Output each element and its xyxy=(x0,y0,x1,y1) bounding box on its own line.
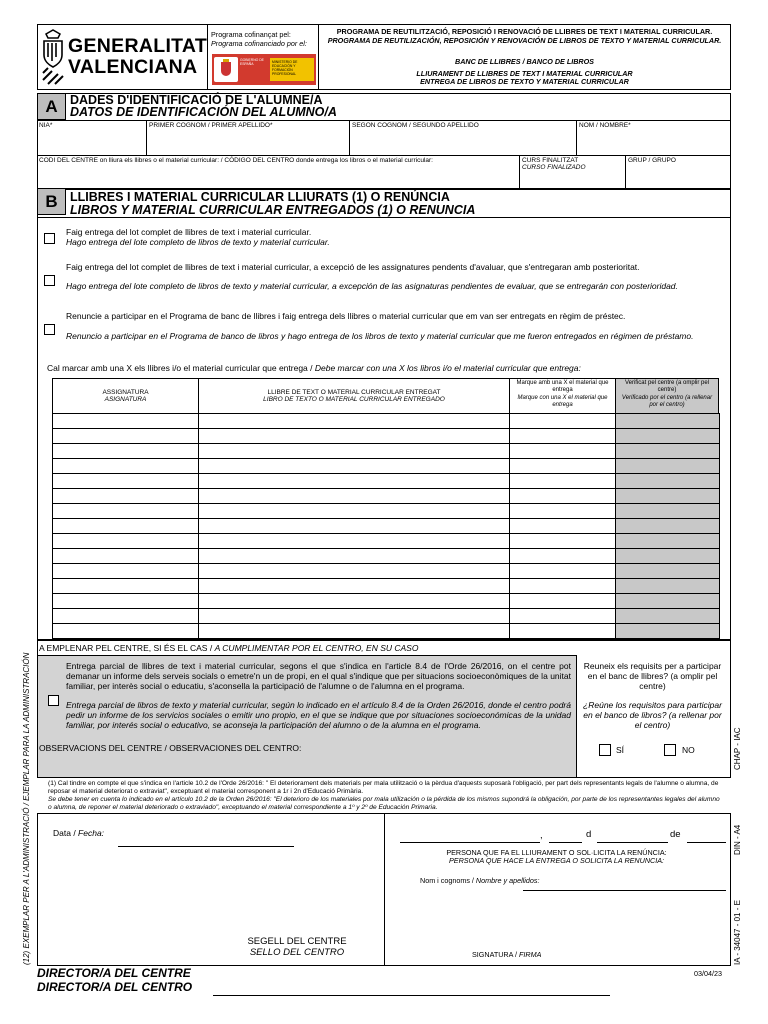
centre-box-heading xyxy=(39,643,418,653)
left-margin-copy-label: (12) EXEMPLAR PER A L'ADMINISTRACIÓ / EJEMPLAR PARA LA ADMINISTRACIÓN xyxy=(22,652,31,965)
item-subject-cell[interactable] xyxy=(53,414,199,429)
mark-instruction-ca: Cal marcar amb una X els llibres i/o el material curricular que entrega / xyxy=(47,363,315,373)
item-row xyxy=(53,534,720,549)
first-surname-label: PRIMER COGNOM / PRIMER APELLIDO* xyxy=(149,122,273,129)
item-verified-cell[interactable] xyxy=(616,459,720,474)
item-book-cell[interactable] xyxy=(199,609,510,624)
col-verified-ca: Verificat pel centre (a omplir pel centre) xyxy=(624,380,710,393)
month-input[interactable] xyxy=(597,828,668,843)
col-subject-es: ASIGNATURA xyxy=(104,396,147,403)
item-row xyxy=(53,444,720,459)
item-verified-cell[interactable] xyxy=(616,429,720,444)
col-subject-ca: ASSIGNATURA xyxy=(102,389,149,396)
item-verified-cell[interactable] xyxy=(616,609,720,624)
item-row xyxy=(53,624,720,639)
requirements-no-label: NO xyxy=(682,745,695,755)
option-full-delivery-es: Hago entrega del lote completo de libros de texto y material curricular. xyxy=(66,237,330,247)
partial-delivery-centre-checkbox[interactable] xyxy=(48,695,59,706)
item-book-cell[interactable] xyxy=(199,519,510,534)
observations-input[interactable] xyxy=(40,754,574,778)
date-code: 03/04/23 xyxy=(694,969,722,978)
person-name-label-es: Nombre y apellidos: xyxy=(475,876,540,885)
date-label-es: Fecha: xyxy=(78,828,105,838)
date-label-ca: Data / xyxy=(53,828,79,838)
footnote-es: Se debe tener en cuenta lo indicado en el artículo 10.2 de la Orden 26/2016: "El deterioro de los materiales por mala utilización o la pérdida de los mismos supondrá la obligación, por parte de los representantes legales del alumno o alumna, de reponer el material deteriorado o extraviado", exceptuando el material correspondiente a 1º y 2º de Educación Primaria. xyxy=(48,796,720,811)
item-verified-cell[interactable] xyxy=(616,504,720,519)
requirements-yes-checkbox[interactable] xyxy=(599,744,611,756)
item-book-cell[interactable] xyxy=(199,459,510,474)
item-verified-cell[interactable] xyxy=(616,414,720,429)
centre-box-heading-ca: A EMPLENAR PEL CENTRE, SI ÉS EL CAS / xyxy=(39,643,215,653)
observations-label: OBSERVACIONS DEL CENTRE / OBSERVACIONES DEL CENTRO: xyxy=(39,743,302,753)
item-book-cell[interactable] xyxy=(199,414,510,429)
section-a-title-ca: DADES D'IDENTIFICACIÓ DE L'ALUMNE/A xyxy=(70,93,323,107)
date-label xyxy=(53,828,104,838)
section-a-letter: A xyxy=(37,93,66,120)
item-subject-cell[interactable] xyxy=(53,429,199,444)
item-row xyxy=(53,564,720,579)
item-verified-cell[interactable] xyxy=(616,624,720,639)
item-row xyxy=(53,459,720,474)
item-verified-cell[interactable] xyxy=(616,579,720,594)
option-partial-delivery-ca: Faig entrega del lot complet de llibres de text i material curricular, a excepció de les assignatures pendents d'avaluar, que s'entregaran amb posterioritat. xyxy=(66,262,640,272)
item-verified-cell[interactable] xyxy=(616,519,720,534)
date-comma: , xyxy=(540,830,543,841)
item-subject-cell[interactable] xyxy=(53,489,199,504)
course-label-es: CURSO FINALIZADO xyxy=(522,164,586,171)
item-mark-cell[interactable] xyxy=(510,429,616,444)
item-row xyxy=(53,609,720,624)
requirements-ca: Reuneix els requisits per a participar en el banc de llibres? (a omplir pel centre) xyxy=(583,661,722,691)
spain-shield-icon xyxy=(214,57,238,82)
item-book-cell[interactable] xyxy=(199,549,510,564)
ministry-line2: MINISTERIO DE EDUCACIÓN Y FORMACIÓN PROFESIONAL xyxy=(272,60,298,76)
signature-label-es: FIRMA xyxy=(519,950,542,959)
course-label-ca: CURS FINALITZAT xyxy=(522,157,579,164)
center-code-label: CODI DEL CENTRE on lliura els llibres o el material curricular: / CÓDIGO DEL CENTRO donde entrega los libros o el material curricular: xyxy=(39,157,433,164)
item-row xyxy=(53,474,720,489)
item-subject-cell[interactable] xyxy=(53,474,199,489)
item-subject-cell[interactable] xyxy=(53,624,199,639)
item-mark-cell[interactable] xyxy=(510,564,616,579)
mark-instruction-es: Debe marcar con una X los libros i/o el material curricular que entrega: xyxy=(314,363,581,373)
item-mark-cell[interactable] xyxy=(510,519,616,534)
cofin-ca: Programa cofinançat pel: xyxy=(211,30,291,39)
item-subject-cell[interactable] xyxy=(53,579,199,594)
year-input[interactable] xyxy=(687,828,726,843)
centre-box-heading-es: A CUMPLIMENTAR POR EL CENTRO, EN SU CASO xyxy=(214,643,419,653)
item-mark-cell[interactable] xyxy=(510,459,616,474)
item-row xyxy=(53,504,720,519)
generalitat-logo xyxy=(40,28,208,86)
option-renounce-es: Renuncio a participar en el Programa de banco de libros y hago entrega de los libros de texto y material curricular que me fueron entregados en régimen de préstamo. xyxy=(66,331,694,341)
nia-input[interactable] xyxy=(40,131,146,153)
centre-text-ca: Entrega parcial de llibres de text i material curricular, segons el que s'indica en l'article 8.4 de l'Orde 26/2016, on el centre pot demanar un informe dels serveis socials o emetre'n un de propi, en el qual s'indique que per situacions socioeconòmiques de la unitat familiar, per interès social o educatiu, s'aconsella la participació de l'alumne o de l'alumna en el programa. xyxy=(66,661,571,691)
items-table xyxy=(52,413,720,639)
person-label-es: PERSONA QUE HACE LA ENTREGA O SOLICITA LA RENUNCIA: xyxy=(448,856,664,865)
second-surname-input[interactable] xyxy=(353,131,576,153)
item-verified-cell[interactable] xyxy=(616,594,720,609)
col-verified-es: Verificado por el centro (a rellenar por el centro) xyxy=(621,395,713,408)
item-mark-cell[interactable] xyxy=(510,444,616,459)
person-name-input[interactable] xyxy=(523,876,726,891)
signature-label xyxy=(472,951,541,960)
item-subject-cell[interactable] xyxy=(53,459,199,474)
right-margin-code: IA - 34047 - 01 - E xyxy=(733,900,742,965)
right-margin-din: DIN - A4 xyxy=(733,824,742,855)
program-title-ca: PROGRAMA DE REUTILITZACIÓ, REPOSICIÓ I RENOVACIÓ DE LLIBRES DE TEXT I MATERIAL CURRICULAR. xyxy=(336,27,713,36)
item-mark-cell[interactable] xyxy=(510,474,616,489)
item-subject-cell[interactable] xyxy=(53,594,199,609)
section-b-title-ca: LLIBRES I MATERIAL CURRICULAR LLIURATS (1) O RENÚNCIA xyxy=(70,190,450,204)
centre-text-es: Entrega parcial de libros de texto y material curricular, según lo indicado en el artículo 8.4 de la Orden 26/2016, donde el centro podrá pedir un informe de los servicios sociales o emitir uno propio, en el que se indique que por situaciones socioeconómicas de la unidad familiar, por interés social o educativo, se aconseja la participación del alumno o de la alumna en el programa. xyxy=(66,700,571,730)
col-mark-ca: Marque amb una X el material que entrega xyxy=(516,380,609,393)
date-input[interactable] xyxy=(118,832,294,847)
date-de: de xyxy=(670,829,681,840)
section-a-title-es: DATOS DE IDENTIFICACIÓN DEL ALUMNO/A xyxy=(70,105,337,119)
director-label-es: DIRECTOR/A DEL CENTRO xyxy=(37,980,193,994)
person-label-ca: PERSONA QUE FA EL LLIURAMENT O SOL·LICITA LA RENÚNCIA: xyxy=(446,848,667,857)
item-row xyxy=(53,579,720,594)
seal-label-ca: SEGELL DEL CENTRE xyxy=(247,936,347,947)
person-name-label-ca: Nom i cognoms / xyxy=(420,876,476,885)
lliurament-title: LLIURAMENT DE LLIBRES DE TEXT I MATERIAL CURRICULAR xyxy=(416,69,633,78)
item-book-cell[interactable] xyxy=(199,624,510,639)
item-verified-cell[interactable] xyxy=(616,564,720,579)
item-book-cell[interactable] xyxy=(199,489,510,504)
first-surname-input[interactable] xyxy=(150,131,349,153)
banc-llibres: BANC DE LLIBRES / BANCO DE LIBROS xyxy=(455,57,594,66)
col-book-ca: LLIBRE DE TEXT O MATERIAL CURRICULAR ENTREGAT xyxy=(267,389,441,396)
date-d: d xyxy=(586,829,592,840)
right-margin-chap: CHAP - IAC xyxy=(733,727,742,770)
item-mark-cell[interactable] xyxy=(510,489,616,504)
director-signature-line[interactable] xyxy=(213,981,610,996)
day-input[interactable] xyxy=(549,828,582,843)
center-code-input[interactable] xyxy=(40,166,519,188)
name-label: NOM / NOMBRE* xyxy=(579,122,631,129)
item-subject-cell[interactable] xyxy=(53,534,199,549)
option-full-delivery-ca: Faig entrega del lot complet de llibres de text i material curricular. xyxy=(66,227,312,237)
item-verified-cell[interactable] xyxy=(616,534,720,549)
option-partial-delivery-es: Hago entrega del lote completo de libros de texto y material curricular, a excepción de las asignaturas pendientes de evaluar, que se entregarán con posterioridad. xyxy=(66,281,678,291)
item-subject-cell[interactable] xyxy=(53,609,199,624)
item-verified-cell[interactable] xyxy=(616,549,720,564)
items-table-header xyxy=(52,378,719,414)
item-row xyxy=(53,519,720,534)
director-label-ca: DIRECTOR/A DEL CENTRE xyxy=(37,966,191,980)
course-input[interactable] xyxy=(522,173,625,189)
col-mark-es: Marque con una X el material que entrega xyxy=(517,395,608,408)
requirements-no-checkbox[interactable] xyxy=(664,744,676,756)
item-book-cell[interactable] xyxy=(199,564,510,579)
item-row xyxy=(53,549,720,564)
item-mark-cell[interactable] xyxy=(510,534,616,549)
program-title-es: PROGRAMA DE REUTILIZACIÓN, REPOSICIÓN Y RENOVACIÓN DE LIBROS DE TEXTO Y MATERIAL CURRICULAR. xyxy=(327,36,722,45)
item-mark-cell[interactable] xyxy=(510,594,616,609)
item-mark-cell[interactable] xyxy=(510,609,616,624)
item-subject-cell[interactable] xyxy=(53,564,199,579)
ministry-logo xyxy=(212,54,316,85)
group-input[interactable] xyxy=(628,166,731,188)
item-mark-cell[interactable] xyxy=(510,579,616,594)
item-verified-cell[interactable] xyxy=(616,444,720,459)
logo-line2: VALENCIANA xyxy=(68,56,198,78)
second-surname-label: SEGON COGNOM / SEGUNDO APELLIDO xyxy=(352,122,479,129)
item-book-cell[interactable] xyxy=(199,474,510,489)
item-row xyxy=(53,594,720,609)
person-name-label xyxy=(420,877,539,886)
requirements-es: ¿Reúne los requisitos para participar en el banco de libros? (a rellenar por el centro) xyxy=(583,700,722,730)
item-book-cell[interactable] xyxy=(199,444,510,459)
logo-line1: GENERALITAT xyxy=(68,35,208,57)
item-row xyxy=(53,414,720,429)
item-subject-cell[interactable] xyxy=(53,504,199,519)
section-b-letter: B xyxy=(37,188,66,215)
name-input[interactable] xyxy=(580,131,730,153)
footnote-ca: (1) Cal tindre en compte el que s'indica en l'article 10.2 de l'Orde 26/2016: " El deteriorament dels materials per mala utilització o la pèrdua d'aquests suposarà l'obligació, per part dels representants legals de l'alumne o alumna, de reposar el material deteriorat o extraviat", exceptuant el material corresponent a 1r i 2n d'Educació Primària. xyxy=(48,780,719,795)
item-subject-cell[interactable] xyxy=(53,549,199,564)
item-mark-cell[interactable] xyxy=(510,624,616,639)
ministry-line1: GOBIERNO DE ESPAÑA xyxy=(240,58,264,66)
item-subject-cell[interactable] xyxy=(53,519,199,534)
item-verified-cell[interactable] xyxy=(616,489,720,504)
item-row xyxy=(53,489,720,504)
entrega-title: ENTREGA DE LIBROS DE TEXTO Y MATERIAL CURRICULAR xyxy=(420,77,629,86)
item-mark-cell[interactable] xyxy=(510,504,616,519)
item-book-cell[interactable] xyxy=(199,429,510,444)
option-full-delivery-checkbox[interactable] xyxy=(44,233,55,244)
requirements-yes-label: SÍ xyxy=(616,745,625,755)
signature-label-ca: SIGNATURA / xyxy=(472,950,519,959)
item-verified-cell[interactable] xyxy=(616,474,720,489)
coat-of-arms-icon xyxy=(40,28,66,86)
place-input[interactable] xyxy=(400,828,540,843)
section-b-title-es: LIBROS Y MATERIAL CURRICULAR ENTREGADOS (1) O RENUNCIA xyxy=(70,203,476,217)
item-subject-cell[interactable] xyxy=(53,444,199,459)
item-book-cell[interactable] xyxy=(199,504,510,519)
col-book-es: LIBRO DE TEXTO O MATERIAL CURRICULAR ENTREGADO xyxy=(263,396,445,403)
seal-label-es: SELLO DEL CENTRO xyxy=(249,947,345,958)
option-partial-delivery-checkbox[interactable] xyxy=(44,275,55,286)
group-label: GRUP / GRUPO xyxy=(628,157,676,164)
item-book-cell[interactable] xyxy=(199,534,510,549)
option-renounce-checkbox[interactable] xyxy=(44,324,55,335)
item-book-cell[interactable] xyxy=(199,579,510,594)
option-renounce-ca: Renuncie a participar en el Programa de banc de llibres i faig entrega dels llibres o material curricular que em van ser entregats en règim de préstec. xyxy=(66,311,626,321)
item-mark-cell[interactable] xyxy=(510,549,616,564)
cofin-es: Programa cofinanciado por el: xyxy=(211,39,307,48)
item-mark-cell[interactable] xyxy=(510,414,616,429)
mark-instruction xyxy=(47,363,581,373)
nia-label: NIA* xyxy=(39,122,53,129)
item-book-cell[interactable] xyxy=(199,594,510,609)
item-row xyxy=(53,429,720,444)
